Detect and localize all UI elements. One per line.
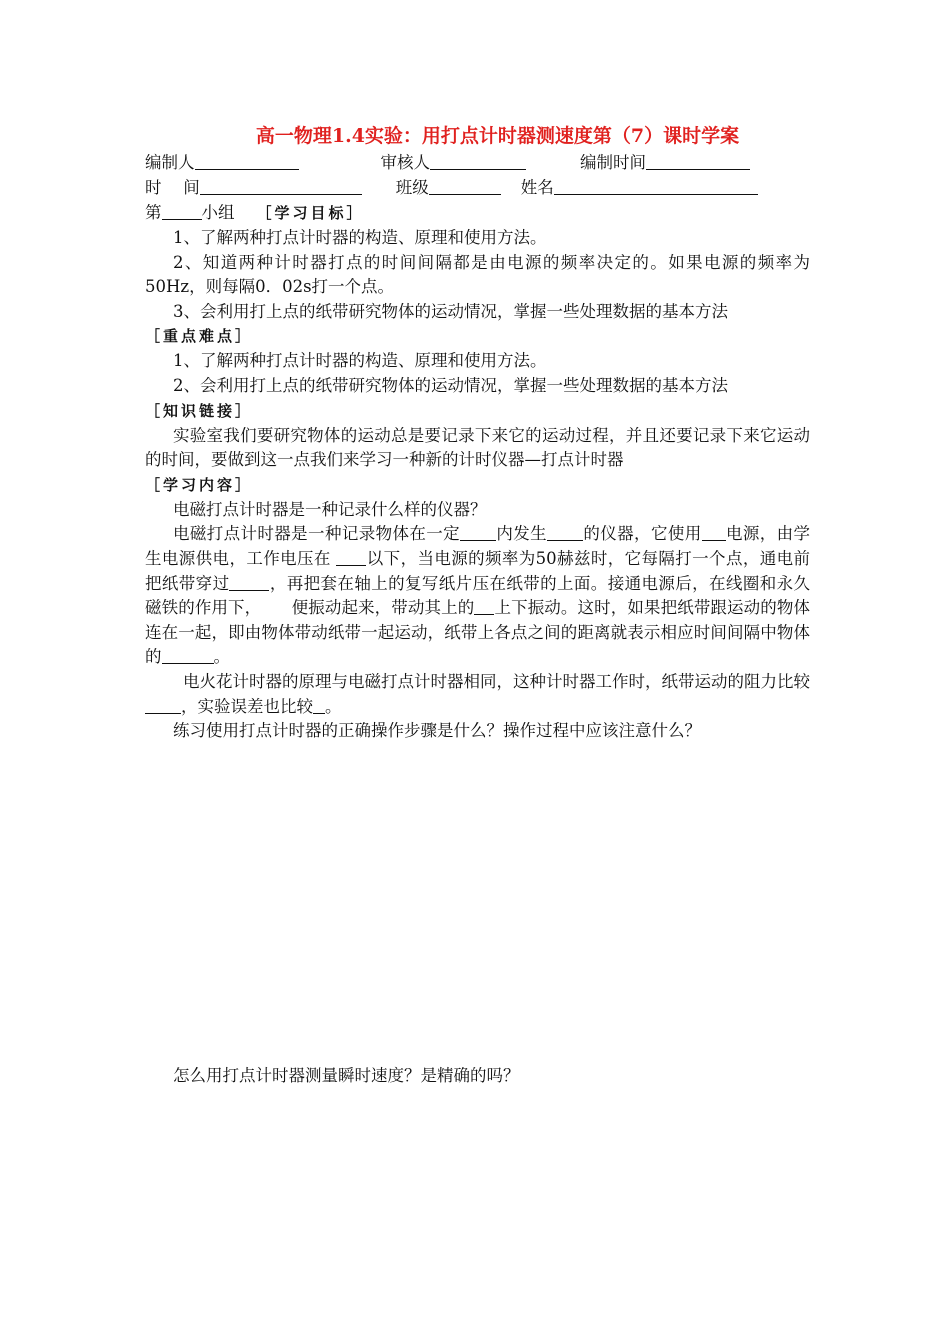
name-label: 姓名 (520, 178, 554, 197)
text-segment: 以下，当电源的频率为50赫兹时，它每隔打一个点，通电前把纸带穿过 (145, 548, 810, 593)
answer-blank[interactable] (474, 598, 494, 615)
keypoint-item: 1、了解两种打点计时器的构造、原理和使用方法。 (173, 351, 547, 371)
question-3: 怎么用打点计时器测量瞬时速度？是精确的吗？ (173, 1065, 520, 1085)
goal-item: 2、知道两种计时器打点的时间间隔都是由电源的频率决定的。如果电源的频率为50Hz，则每隔0．02s打一个点。 (145, 252, 810, 297)
answer-blank[interactable] (336, 549, 366, 566)
group-suffix: 小组 (201, 203, 235, 222)
text-segment: 电磁打点计时器是一种记录物体在一定 (173, 524, 460, 544)
answer-blank[interactable] (162, 647, 214, 664)
keypoints-heading: ［重点难点］ (145, 327, 254, 346)
edit-time-field[interactable] (646, 153, 750, 170)
editor-label: 编制人 (145, 153, 195, 172)
header-row-3 (145, 200, 810, 226)
text-segment: 电源，由学生电源供电，工作电压在 (145, 524, 811, 568)
answer-blank[interactable] (547, 524, 583, 541)
reviewer-label: 审核人 (380, 153, 430, 172)
answer-blank[interactable] (229, 574, 269, 591)
worksheet (145, 122, 810, 1088)
header-row-2 (145, 175, 810, 200)
answer-blank[interactable] (313, 697, 325, 714)
time-field[interactable] (200, 178, 362, 195)
text-segment: 电火花计时器的原理与电磁打点计时器相同，这种计时器工作时，纸带运动的阻力比较 (183, 671, 810, 691)
goal-item: 3、会利用打上点的纸带研究物体的运动情况，掌握一些处理数据的基本方法 (173, 301, 728, 321)
answer-space[interactable] (145, 744, 810, 1064)
class-label: 班级 (395, 178, 429, 197)
page-title: 高一物理1.4实验：用打点计时器测速度第（7）课时学案 (255, 125, 740, 147)
text-segment: ，再把套在轴上的复写纸片压在纸带的上面。接通电源后，在线圈和永久磁铁的作用下， 便振动起来，带动其上的 (145, 573, 811, 618)
text-segment: 。 (325, 696, 342, 716)
question-1: 电磁打点计时器是一种记录什么样的仪器？ (173, 499, 487, 519)
text-segment: 上下振动。这时，如果把纸带跟运动的物体连在一起，即由物体带动纸带一起运动，纸带上各点之间的距离就表示相应时间间隔中物体的 (145, 598, 810, 667)
link-paragraph: 实验室我们要研究物体的运动总是要记录下来它的运动过程，并且还要记录下来它运动的时间，要做到这一点我们来学习一种新的计时仪器—打点计时器 (145, 425, 810, 470)
fill-paragraph-2 (145, 670, 810, 719)
answer-blank[interactable] (702, 524, 726, 541)
group-field[interactable] (162, 203, 202, 220)
time-label: 时 间 (145, 178, 200, 197)
class-field[interactable] (429, 178, 501, 195)
fill-paragraph-1 (145, 522, 810, 670)
editor-field[interactable] (195, 153, 299, 170)
link-heading: ［知识链接］ (145, 401, 254, 420)
answer-blank[interactable] (460, 524, 496, 541)
keypoint-item: 2、会利用打上点的纸带研究物体的运动情况，掌握一些处理数据的基本方法 (173, 375, 728, 395)
group-prefix: 第 (145, 203, 162, 222)
text-segment: 。 (213, 647, 230, 667)
content-heading: ［学习内容］ (145, 475, 254, 494)
text-segment: 内发生 (496, 524, 548, 544)
question-2: 练习使用打点计时器的正确操作步骤是什么？操作过程中应该注意什么？ (173, 721, 701, 741)
edit-time-label: 编制时间 (580, 153, 646, 172)
name-field[interactable] (554, 178, 758, 195)
text-segment: 的仪器，它使用 (583, 524, 702, 544)
text-segment: ，实验误差也比较 (181, 696, 313, 716)
header-row-1 (145, 150, 810, 175)
answer-blank[interactable] (145, 697, 181, 714)
goals-heading: ［学习目标］ (256, 204, 365, 222)
goal-item: 1、了解两种打点计时器的构造、原理和使用方法。 (173, 228, 547, 247)
reviewer-field[interactable] (430, 153, 526, 170)
